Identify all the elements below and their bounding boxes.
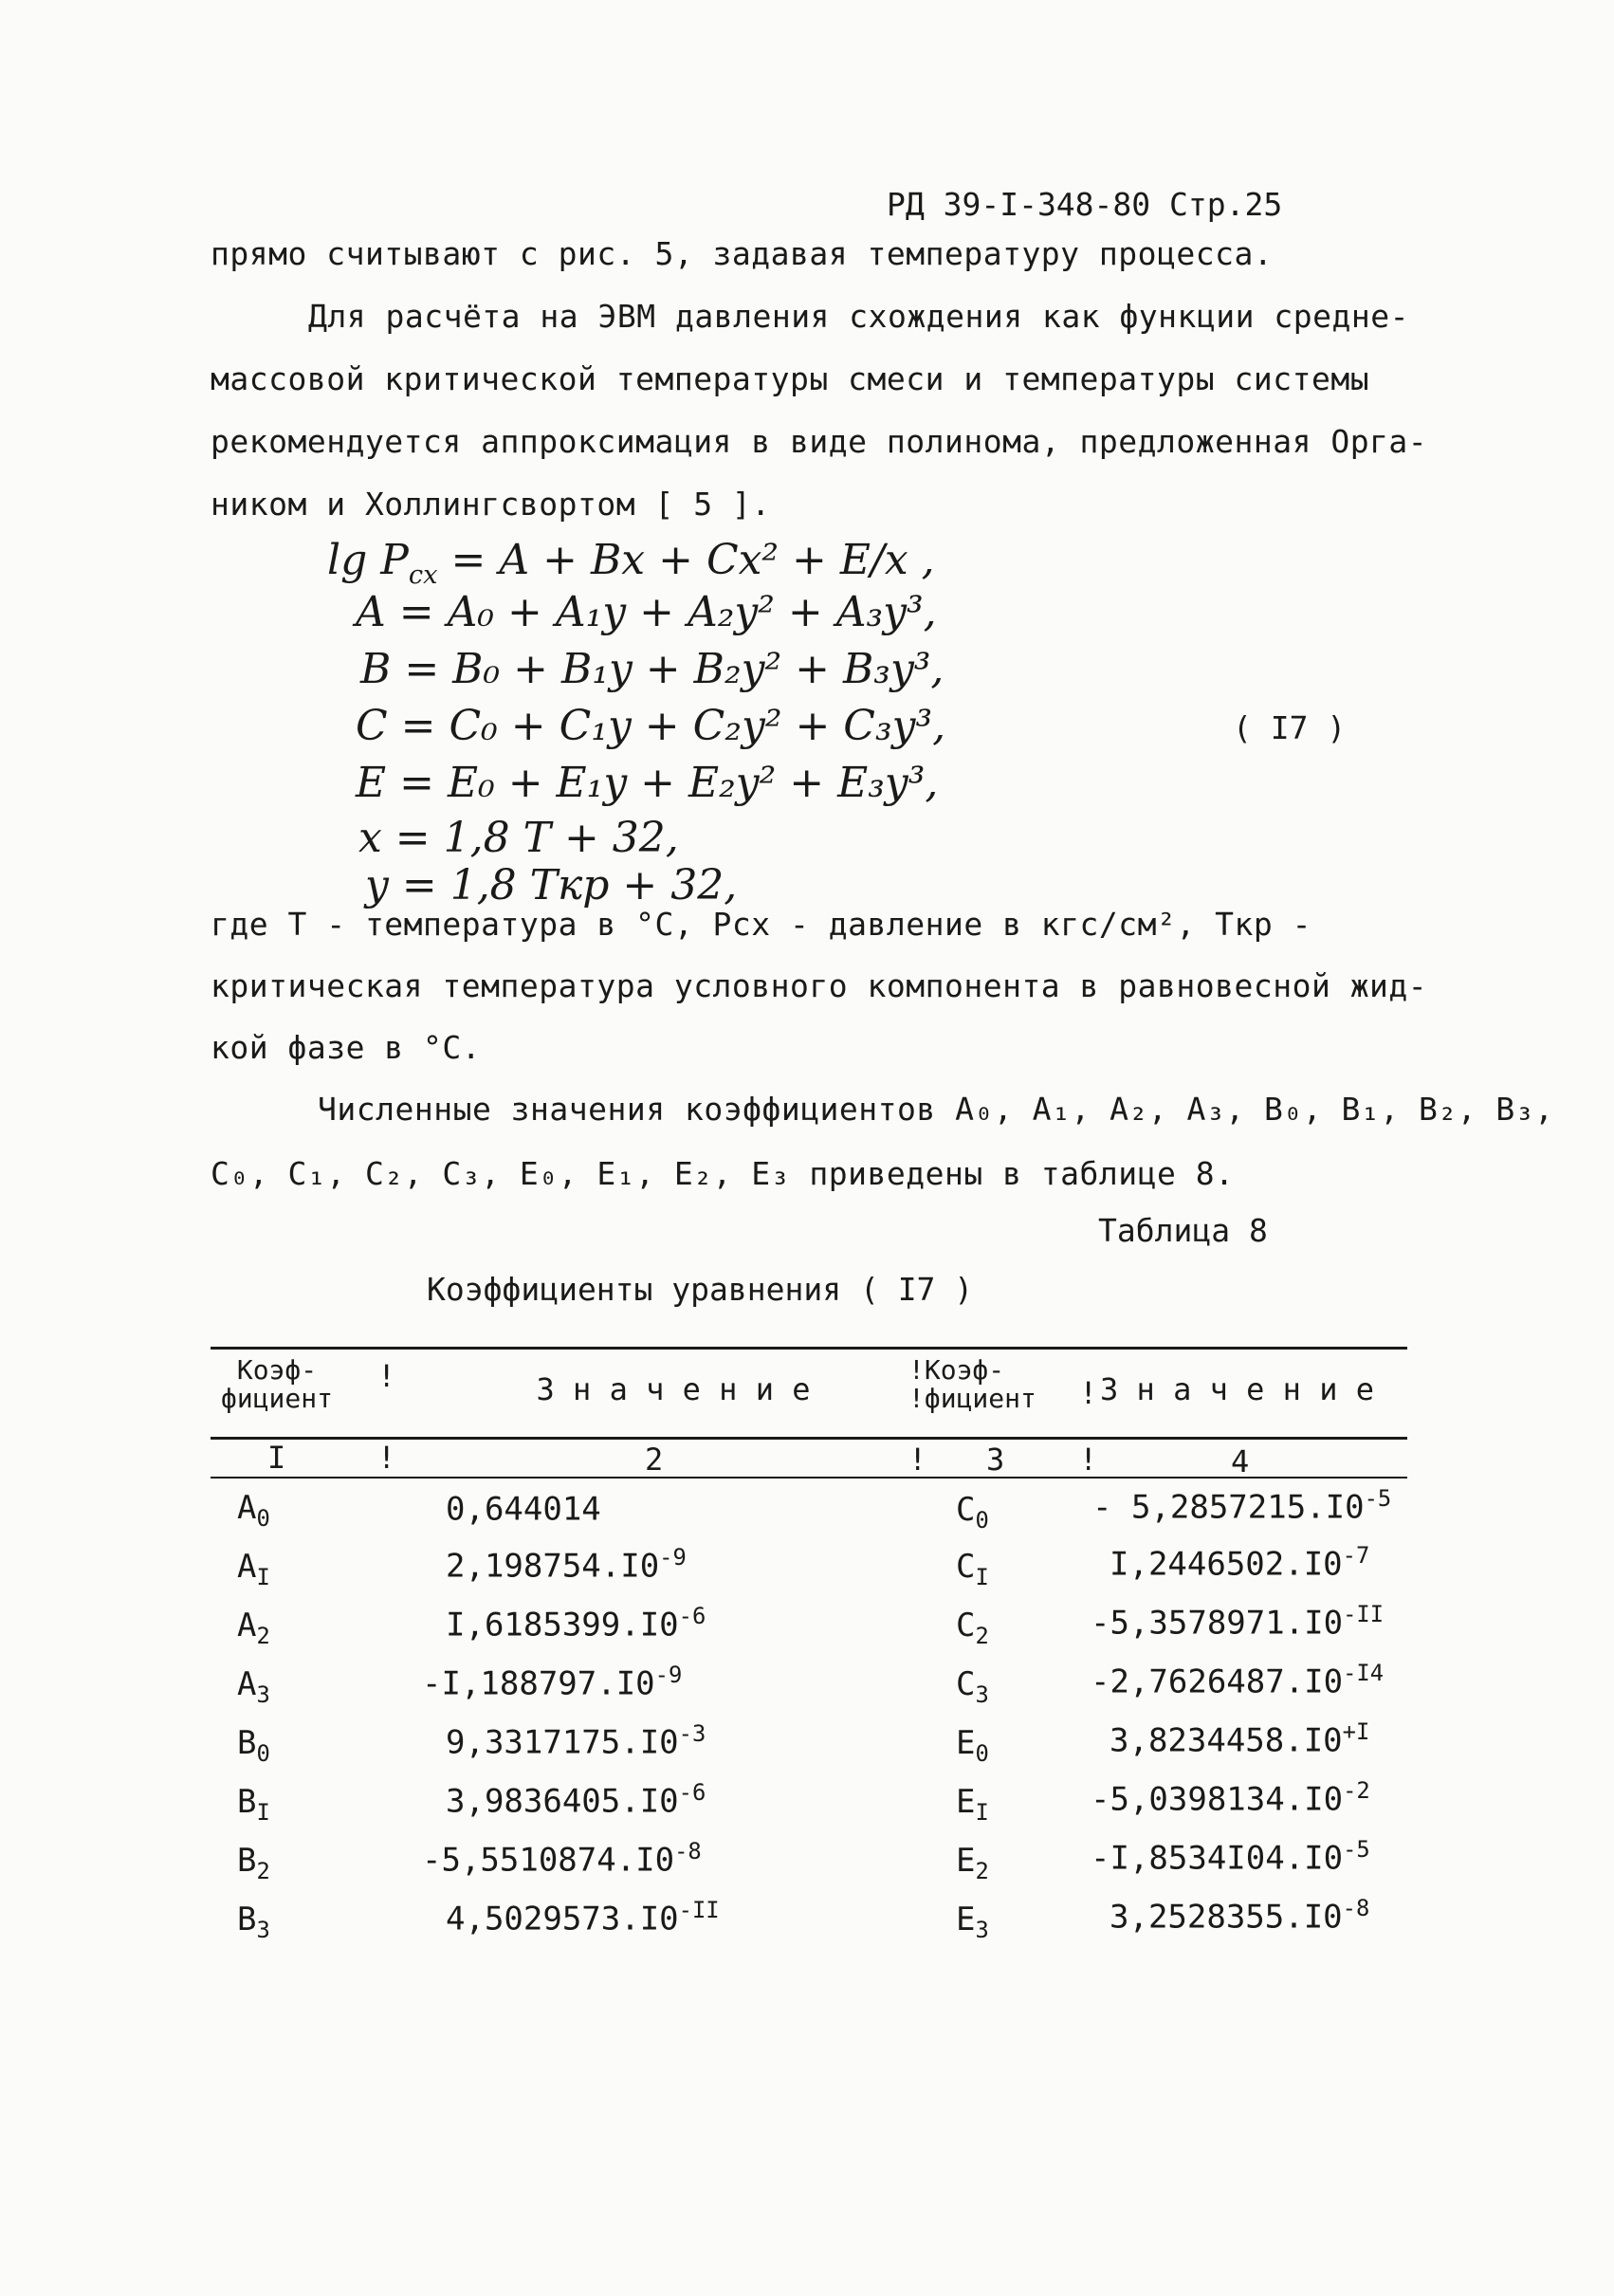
formula-lg-pcx: $\lg P_{сх} = A + Bx + Cx^2 + E/x$ , <box>327 536 935 590</box>
table-colnum-rule <box>211 1477 1407 1479</box>
table-cell-value: $-5,3578971.I0^{-II}$ <box>1091 1601 1385 1643</box>
table-cell-value: $-5,0398134.I0^{-2}$ <box>1091 1777 1370 1819</box>
table-cell-coef: $A_0$ <box>237 1489 270 1532</box>
table-cell-coef: $B_0$ <box>237 1724 270 1767</box>
table-cell-coef: $A_I$ <box>237 1548 270 1590</box>
table-cell-value: $-2,7626487.I0^{-I4}$ <box>1091 1660 1385 1701</box>
colnum-separator: ! <box>377 1440 396 1476</box>
colnum-separator: ! <box>908 1442 927 1478</box>
page-header: РД 39-I-348-80 Стр.25 <box>887 186 1283 223</box>
formula-x: x = 1,8 T + 32, <box>358 814 679 862</box>
where-line-1: где T - температура в °С, Pсх - давление в кгс/см², Tкр - <box>211 906 1311 943</box>
formula-y: y = 1,8 Tкр + 32, <box>365 861 738 909</box>
table-cell-value: $3,9836405.I0^{-6}$ <box>446 1779 706 1821</box>
column-number-2: 2 <box>645 1442 664 1478</box>
header-separator: ! <box>377 1358 396 1394</box>
table-cell-coef: $A_3$ <box>237 1665 270 1708</box>
column-number-1: I <box>267 1440 286 1476</box>
table-cell-value: $I,6185399.I0^{-6}$ <box>446 1603 706 1644</box>
formula-b: B = B₀ + B₁y + B₂y² + B₃y³, <box>360 645 945 693</box>
paragraph-line-3: массовой критической температуры смеси и температуры системы <box>211 360 1370 397</box>
table-cell-value: $2,198754.I0^{-9}$ <box>446 1544 687 1586</box>
table-cell-coef: $E_0$ <box>956 1724 989 1767</box>
where-line-3: кой фазе в °С. <box>211 1029 482 1066</box>
table-cell-coef: $E_2$ <box>956 1842 989 1884</box>
header-value-1: З н а ч е н и е <box>536 1371 811 1407</box>
paragraph-line-1: прямо считывают с рис. 5, задавая температуру процесса. <box>211 235 1274 272</box>
coef-text-line-2: C₀, C₁, C₂, C₃, E₀, E₁, E₂, E₃ приведены в таблице 8. <box>211 1155 1235 1192</box>
table-cell-coef: $E_I$ <box>956 1783 989 1826</box>
table-cell-coef: $E_3$ <box>956 1901 989 1943</box>
table-cell-coef: $B_I$ <box>237 1783 270 1826</box>
formula-a: A = A₀ + A₁y + A₂y² + A₃y³, <box>356 588 937 636</box>
header-value-2: З н а ч е н и е <box>1100 1371 1374 1407</box>
table-cell-value: $-I,188797.I0^{-9}$ <box>422 1662 683 1703</box>
table-cell-value: $3,2528355.I0^{-8}$ <box>1110 1895 1370 1937</box>
coef-text-line-1: Численные значения коэффициентов A₀, A₁, A₂, A₃, B₀, B₁, B₂, B₃, <box>318 1091 1554 1128</box>
where-line-2: критическая температура условного компонента в равновесной жид- <box>211 967 1428 1004</box>
table-cell-value: $-I,8534I04.I0^{-5}$ <box>1091 1836 1370 1878</box>
equation-number: ( I7 ) <box>1233 709 1347 746</box>
table-cell-coef: $A_2$ <box>237 1607 270 1649</box>
table-cell-coef: $C_3$ <box>956 1665 989 1708</box>
table-cell-value: 0,644014 <box>446 1490 601 1529</box>
table-cell-coef: $C_0$ <box>956 1491 989 1534</box>
table-cell-coef: $C_I$ <box>956 1548 989 1590</box>
table-title: Коэффициенты уравнения ( I7 ) <box>427 1271 974 1308</box>
formula-c: C = C₀ + C₁y + C₂y² + C₃y³, <box>356 702 946 750</box>
header-coef-1: Коэф- фициент <box>220 1354 333 1414</box>
table-caption: Таблица 8 <box>1098 1212 1268 1249</box>
table-cell-coef: $C_2$ <box>956 1607 989 1649</box>
table-cell-value: - $5,2857215.I0^{-5}$ <box>1092 1485 1392 1527</box>
table-cell-value: $9,3317175.I0^{-3}$ <box>446 1720 706 1762</box>
paragraph-line-5: ником и Холлингсвортом [ 5 ]. <box>211 486 771 523</box>
formula-e: E = E₀ + E₁y + E₂y² + E₃y³, <box>356 759 939 807</box>
table-top-rule <box>211 1347 1407 1350</box>
table-cell-value: $4,5029573.I0^{-II}$ <box>446 1897 720 1938</box>
column-number-3: 3 <box>986 1442 1005 1478</box>
table-cell-value: $3,8234458.I0^{+I}$ <box>1110 1718 1370 1760</box>
table-cell-coef: $B_2$ <box>237 1842 270 1884</box>
header-separator: ! <box>1079 1375 1098 1411</box>
table-cell-value: $-5,5510874.I0^{-8}$ <box>422 1838 702 1880</box>
table-cell-value: $I,2446502.I0^{-7}$ <box>1110 1542 1370 1584</box>
table-cell-coef: $B_3$ <box>237 1901 270 1943</box>
colnum-separator: ! <box>1079 1442 1098 1478</box>
paragraph-line-4: рекомендуется аппроксимация в виде полинома, предложенная Орга- <box>211 423 1428 460</box>
column-number-4: 4 <box>1231 1443 1250 1479</box>
paragraph-line-2: Для расчёта на ЭВМ давления схождения как функции средне- <box>308 298 1409 335</box>
header-coef-2: !Коэф- !фициент <box>908 1354 1036 1414</box>
